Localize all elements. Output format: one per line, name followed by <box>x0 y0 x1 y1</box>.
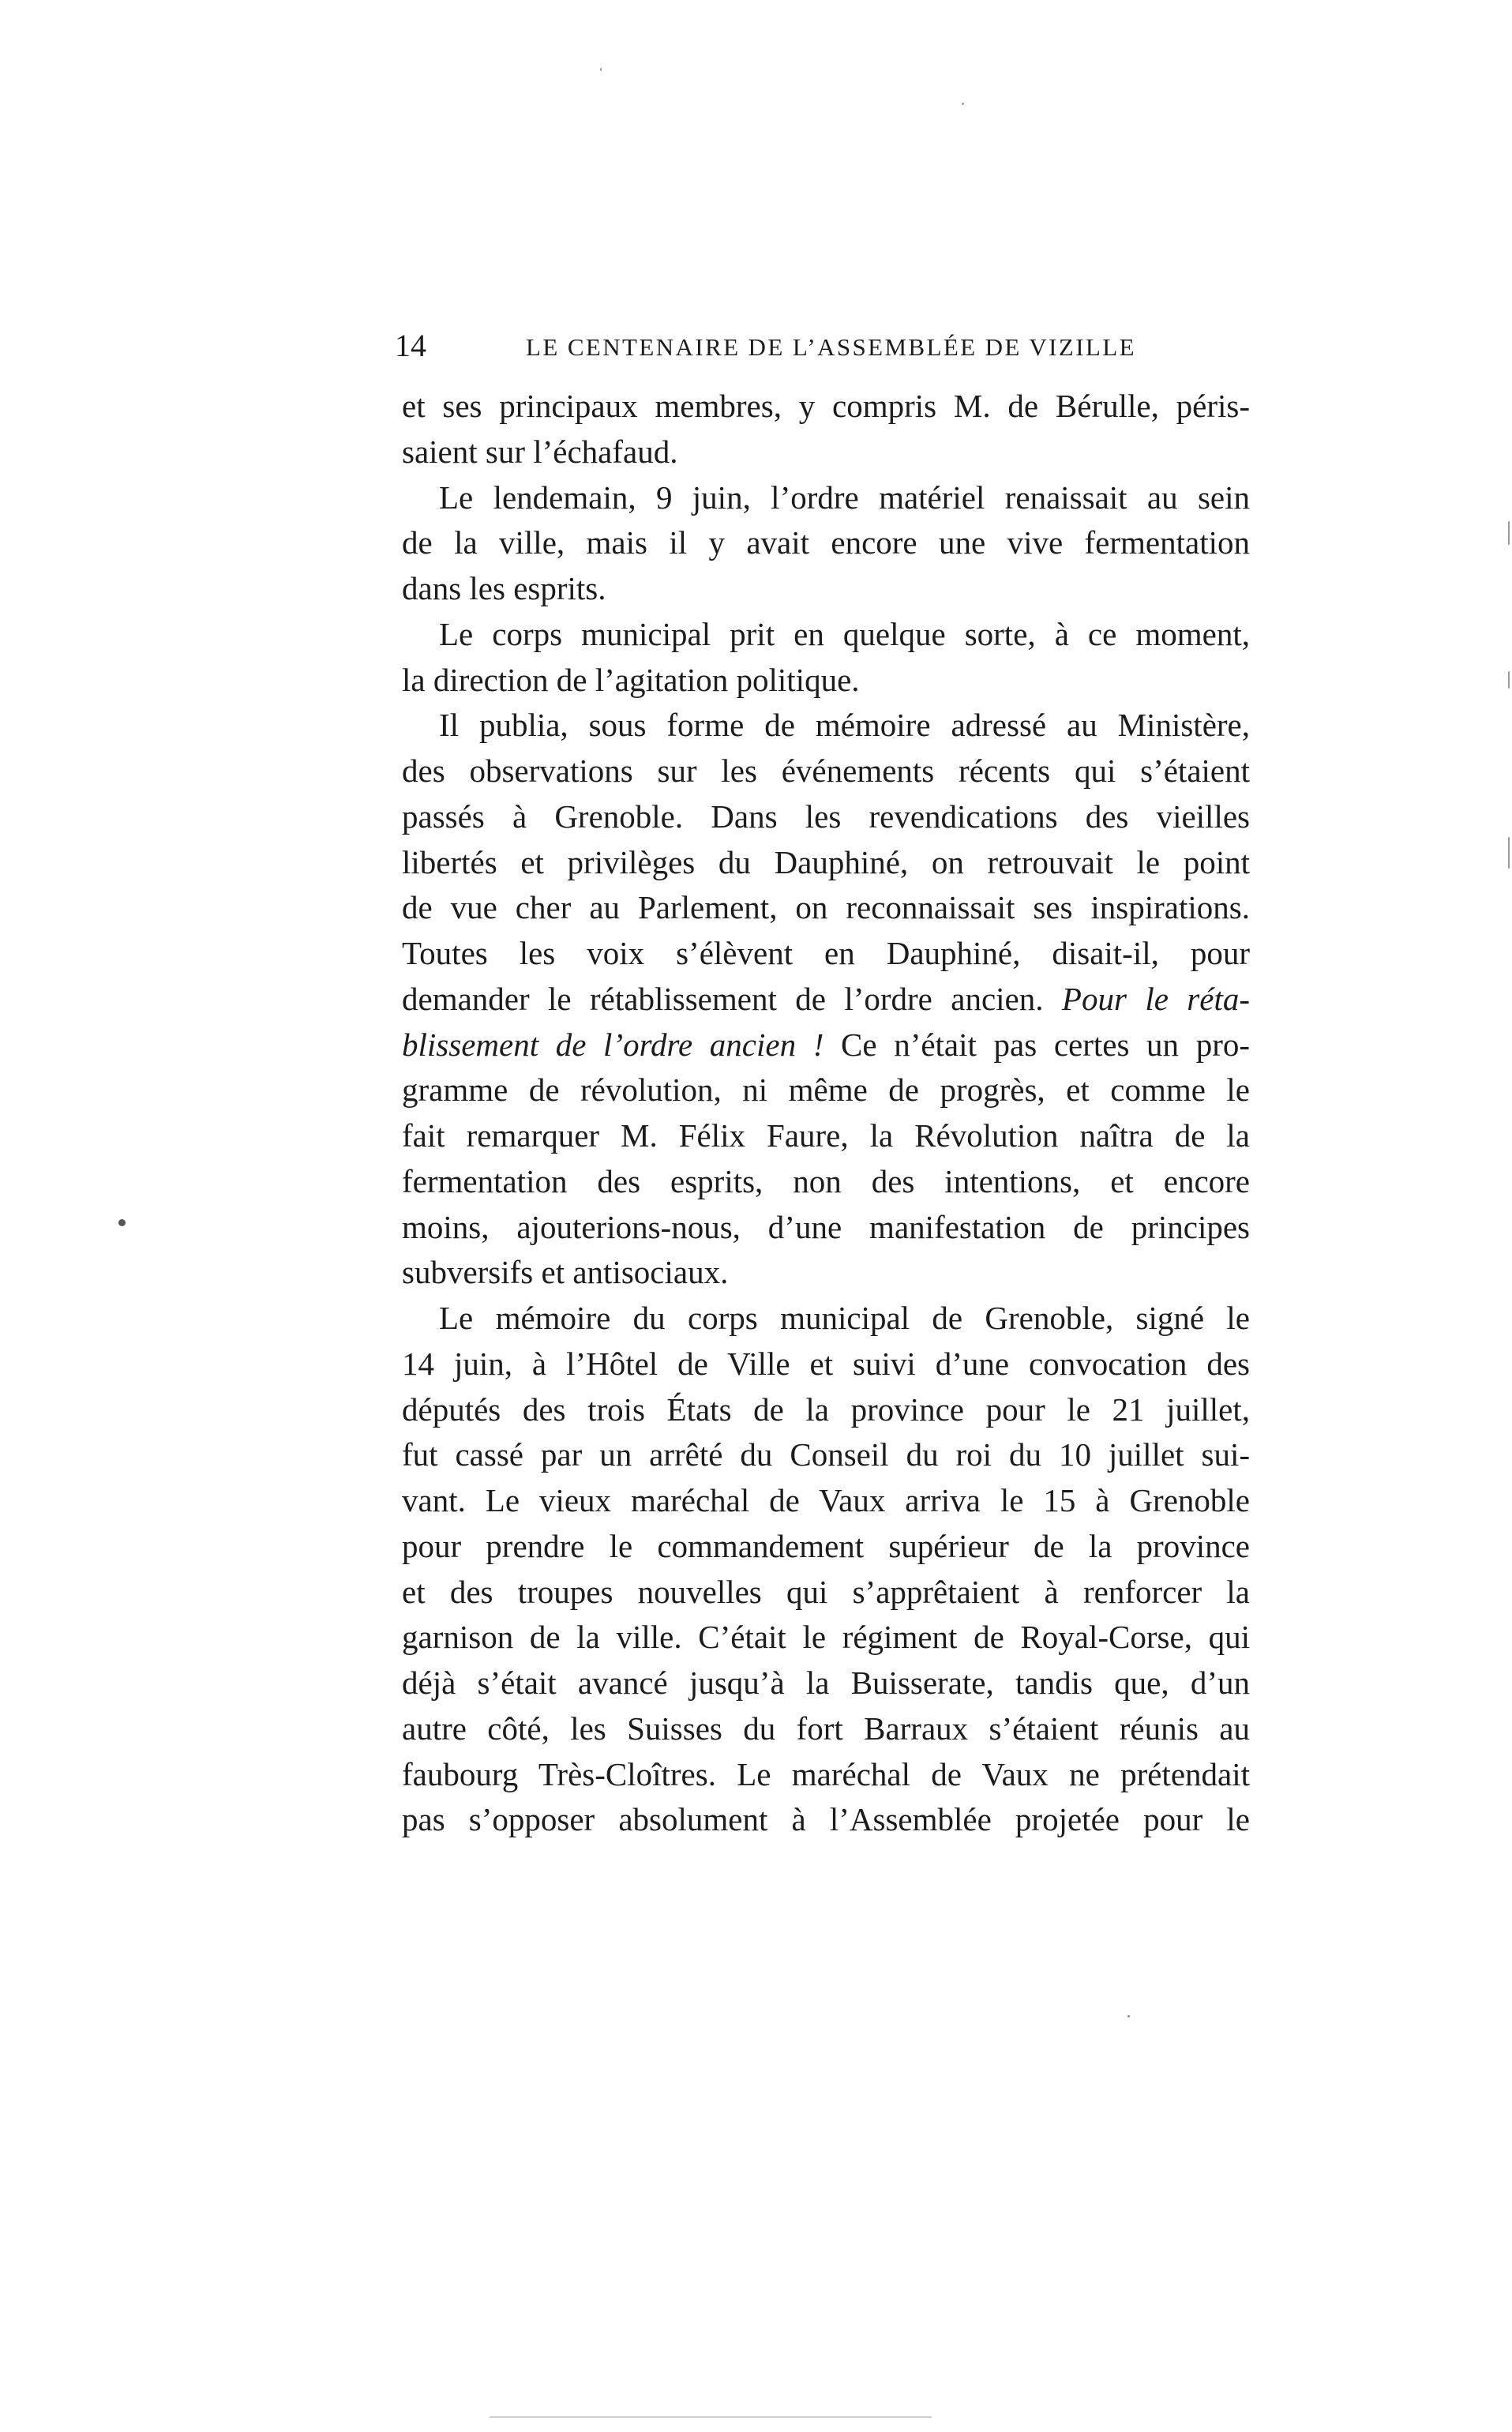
text-line: subversifs et antisociaux. <box>402 1254 729 1291</box>
text-line <box>402 977 1250 1023</box>
text-line <box>402 1023 1250 1068</box>
ink-speck <box>962 103 964 105</box>
page-number: 14 <box>395 328 426 363</box>
text-line: dans les esprits. <box>402 570 606 606</box>
text-line: et des troupes nouvelles qui s’apprêtaient à renforcer la <box>402 1573 1250 1610</box>
text-line: Le mémoire du corps municipal de Grenoble, signé le <box>439 1300 1250 1336</box>
text-line: faubourg Très-Cloîtres. Le maréchal de Vaux ne prétendait <box>402 1755 1250 1792</box>
text-line: passés à Grenoble. Dans les revendications des vieilles <box>402 798 1250 835</box>
ink-speck <box>1508 521 1510 545</box>
text-line: et ses principaux membres, y compris M. de Bérulle, péris- <box>402 388 1250 424</box>
text-line: fait remarquer M. Félix Faure, la Révolution naîtra de la <box>402 1117 1250 1154</box>
text-line: vant. Le vieux maréchal de Vaux arriva le 15 à Grenoble <box>402 1482 1250 1518</box>
text-line: des observations sur les événements récents qui s’étaient <box>402 752 1250 789</box>
text-line: 14 juin, à l’Hôtel de Ville et suivi d’une convocation des <box>402 1345 1250 1382</box>
ink-speck <box>1508 837 1510 869</box>
ink-speck <box>1127 2015 1130 2017</box>
text-line: fermentation des esprits, non des intentions, et encore <box>402 1162 1250 1199</box>
text-line: députés des trois États de la province pour le 21 juillet, <box>402 1391 1250 1428</box>
running-title: LE CENTENAIRE DE L’ASSEMBLÉE DE VIZILLE <box>526 333 1136 361</box>
text-span: demander le rétablissement de l’ordre ancien. <box>402 980 1044 1017</box>
text-span: Ce n’était pas certes un pro- <box>841 1026 1250 1063</box>
text-line: de la ville, mais il y avait encore une vive fermentation <box>402 524 1250 561</box>
text-line: Le lendemain, 9 juin, l’ordre matériel renaissait au sein <box>439 479 1250 516</box>
text-line: gramme de révolution, ni même de progrès, et comme le <box>402 1072 1250 1109</box>
ink-speck <box>118 1219 126 1226</box>
text-line: fut cassé par un arrêté du Conseil du roi du 10 juillet sui- <box>402 1436 1250 1473</box>
ink-speck <box>1508 671 1510 689</box>
italic-quote: Pour le réta- <box>1061 980 1251 1017</box>
text-line: Toutes les voix s’élèvent en Dauphiné, disait-il, pour <box>402 935 1250 971</box>
text-line: pas s’opposer absolument à l’Assemblée projetée pour le <box>402 1801 1250 1838</box>
ink-speck <box>600 68 602 71</box>
text-line: Il publia, sous forme de mémoire adressé au Ministère, <box>439 707 1250 744</box>
text-line: garnison de la ville. C’était le régiment de Royal-Corse, qui <box>402 1619 1250 1656</box>
text-line: libertés et privilèges du Dauphiné, on retrouvait le point <box>402 843 1250 880</box>
text-line: déjà s’était avancé jusqu’à la Buisserate, tandis que, d’un <box>402 1664 1250 1701</box>
text-line: pour prendre le commandement supérieur de la province <box>402 1527 1250 1564</box>
text-line: Le corps municipal prit en quelque sorte, à ce moment, <box>439 615 1250 652</box>
text-line: autre côté, les Suisses du fort Barraux s’étaient réunis au <box>402 1710 1250 1747</box>
text-line: de vue cher au Parlement, on reconnaissait ses inspirations. <box>402 889 1250 926</box>
text-line: saient sur l’échafaud. <box>402 433 678 470</box>
text-line: la direction de l’agitation politique. <box>402 661 860 698</box>
page-header <box>395 322 1247 370</box>
text-line: moins, ajouterions-nous, d’une manifestation de principes <box>402 1208 1250 1245</box>
page-bottom-edge <box>490 2416 932 2418</box>
italic-quote: blissement de l’ordre ancien ! <box>402 1026 824 1063</box>
body-text <box>402 384 1250 1843</box>
